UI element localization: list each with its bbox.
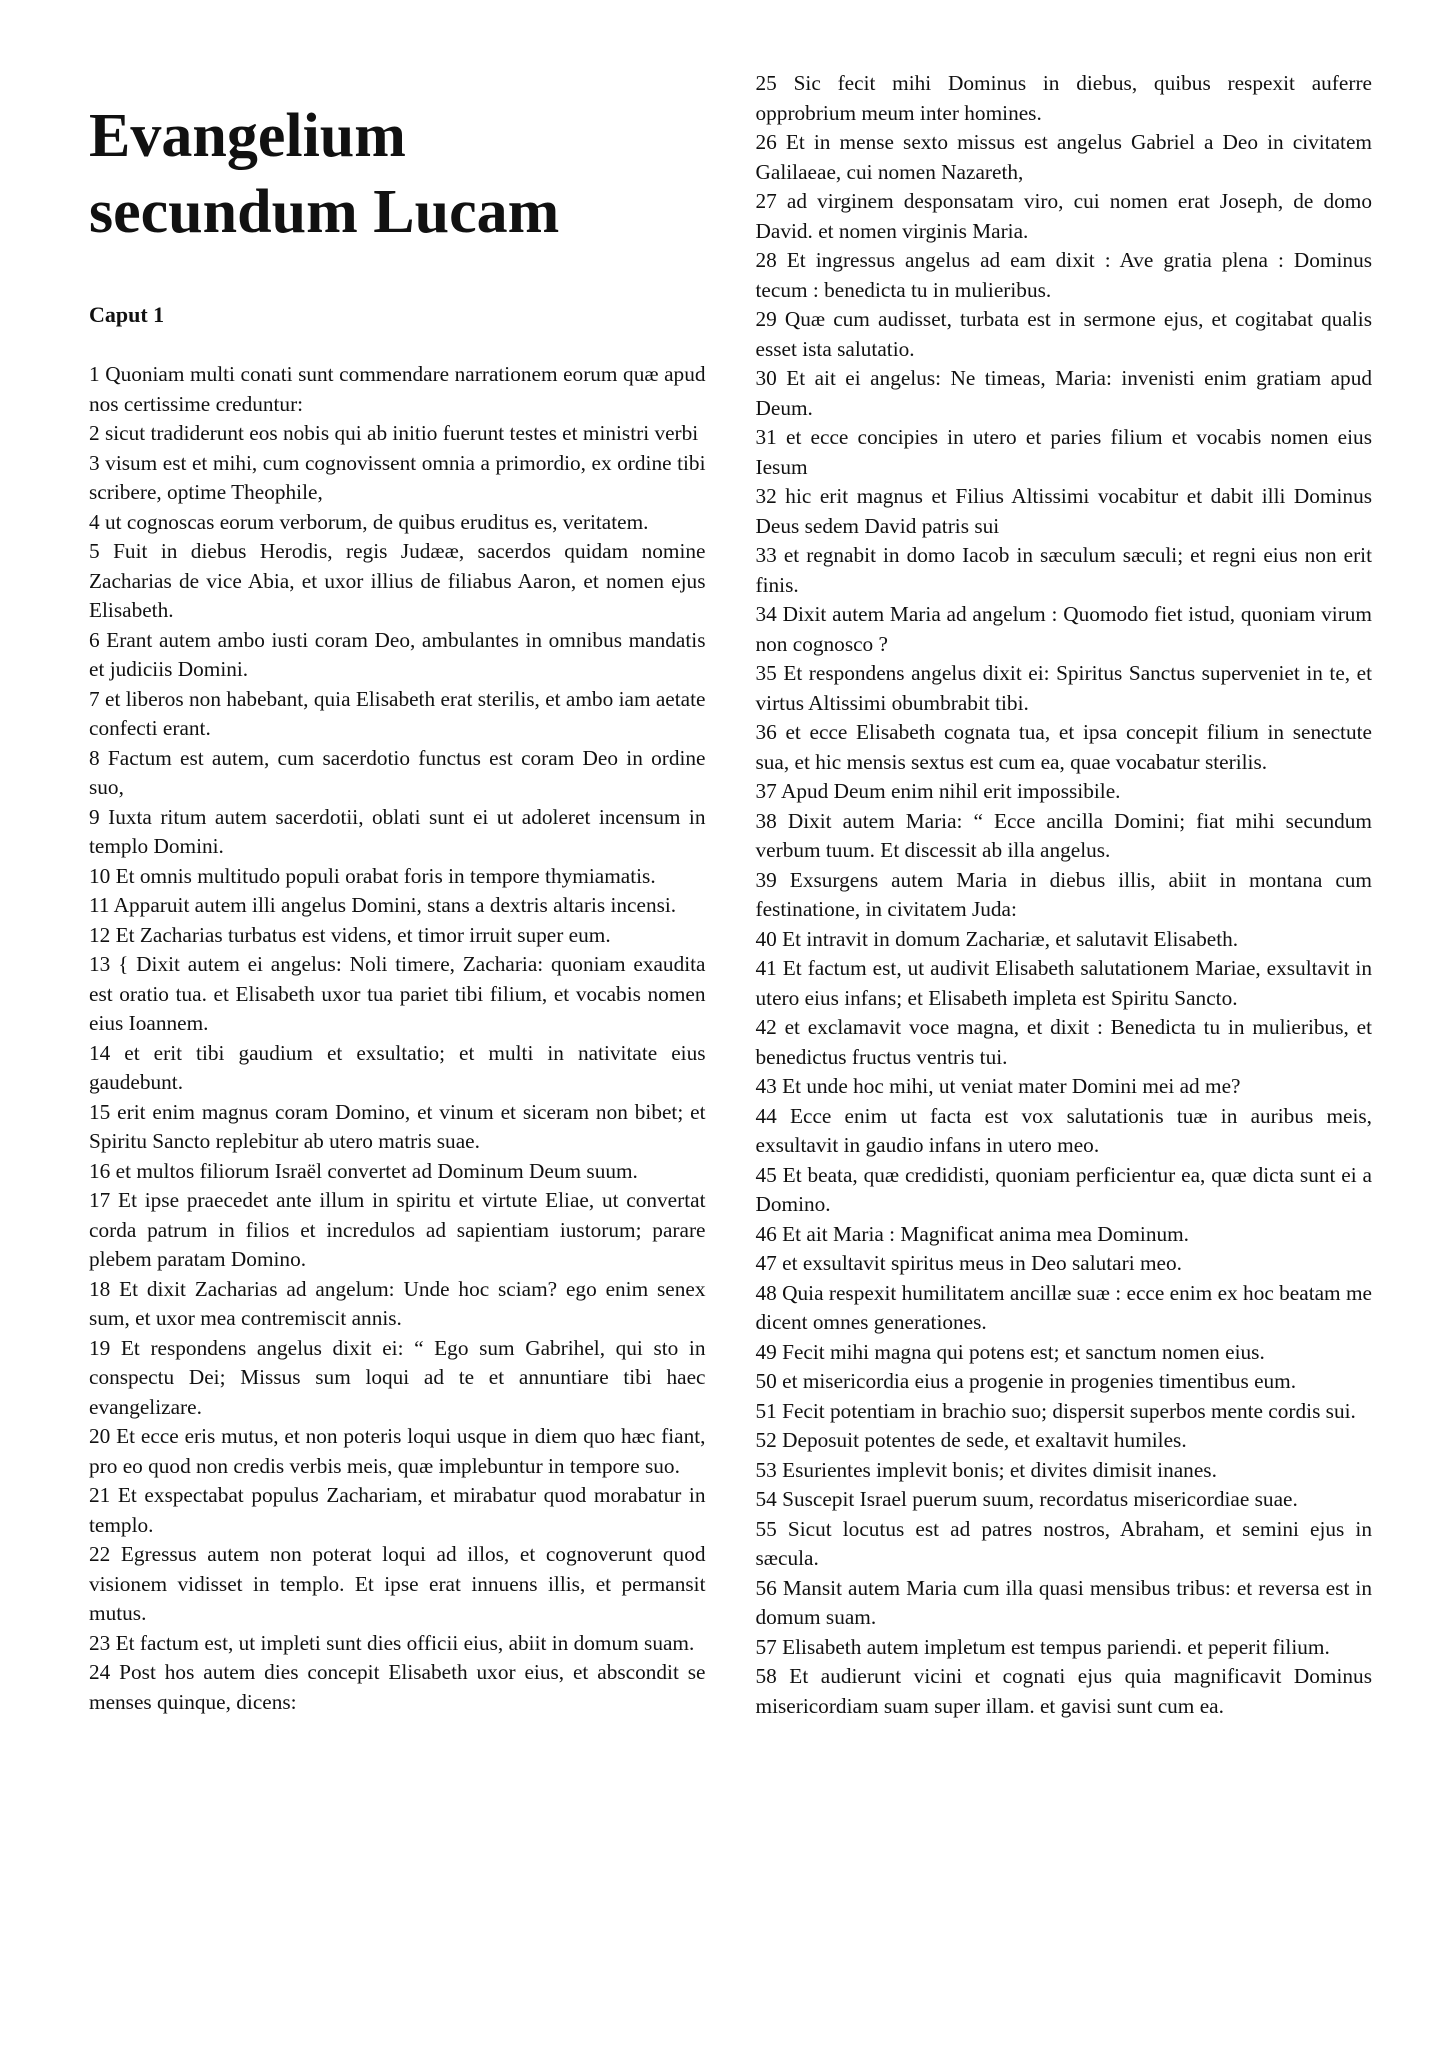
verse: 29 Quæ cum audisset, turbata est in sermone ejus, et cogitabat qualis esset ista salutatio. <box>755 307 1372 361</box>
verse: 13 { Dixit autem ei angelus: Noli timere, Zacharia: quoniam exaudita est oratio tua. et Elisabeth uxor tua pariet tibi filium, et vocabis nomen eius Ioannem. <box>89 952 706 1035</box>
verse: 24 Post hos autem dies concepit Elisabeth uxor eius, et abscondit se menses quinque, dicens: <box>89 1660 706 1714</box>
verse: 53 Esurientes implevit bonis; et divites dimisit inanes. <box>755 1457 1217 1482</box>
verse: 12 Et Zacharias turbatus est videns, et timor irruit super eum. <box>89 922 611 947</box>
verse: 34 Dixit autem Maria ad angelum : Quomodo fiet istud, quoniam virum non cognosco ? <box>755 602 1372 656</box>
chapter-heading: Caput 1 <box>89 302 165 327</box>
verse: 3 visum est et mihi, cum cognovissent omnia a primordio, ex ordine tibi scribere, optime Theophile, <box>89 450 706 504</box>
verse: 55 Sicut locutus est ad patres nostros, Abraham, et semini ejus in sæcula. <box>755 1516 1372 1570</box>
verse: 57 Elisabeth autem impletum est tempus pariendi. et peperit filium. <box>755 1634 1330 1659</box>
verse: 8 Factum est autem, cum sacerdotio functus est coram Deo in ordine suo, <box>89 745 706 799</box>
verse: 7 et liberos non habebant, quia Elisabeth erat sterilis, et ambo iam aetate confecti erant. <box>89 686 706 740</box>
verse: 52 Deposuit potentes de sede, et exaltavit humiles. <box>755 1428 1187 1452</box>
title-line-2: secundum Lucam <box>89 178 560 246</box>
left-verse-list <box>89 360 706 1717</box>
verse: 15 erit enim magnus coram Domino, et vinum et siceram non bibet; et Spiritu Sancto replebitur ab utero matris suae. <box>89 1099 706 1153</box>
verse: 18 Et dixit Zacharias ad angelum: Unde hoc sciam? ego enim senex sum, et uxor mea contremiscit annis. <box>89 1276 706 1330</box>
verse: 32 hic erit magnus et Filius Altissimi vocabitur et dabit illi Dominus Deus sedem David patris sui <box>755 484 1372 538</box>
verse: 38 Dixit autem Maria: “ Ecce ancilla Domini; fiat mihi secundum verbum tuum. Et discessit ab illa angelus. <box>755 808 1372 862</box>
verse: 27 ad virginem desponsatam viro, cui nomen erat Joseph, de domo David. et nomen virginis Maria. <box>755 189 1372 243</box>
verse: 19 Et respondens angelus dixit ei: “ Ego sum Gabrihel, qui sto in conspectu Dei; Missus sum loqui ad te et annuntiare tibi haec evangelizare. <box>89 1335 706 1419</box>
verse: 23 Et factum est, ut impleti sunt dies officii eius, abiit in domum suam. <box>89 1630 695 1655</box>
verse: 25 Sic fecit mihi Dominus in diebus, quibus respexit auferre opprobrium meum inter homines. <box>755 71 1372 125</box>
left-column <box>89 88 706 2048</box>
verse: 43 Et unde hoc mihi, ut veniat mater Domini mei ad me? <box>755 1074 1241 1098</box>
verse: 33 et regnabit in domo Iacob in sæculum sæculi; et regni eius non erit finis. <box>755 543 1372 597</box>
verse: 10 Et omnis multitudo populi orabat foris in tempore thymiamatis. <box>89 863 656 888</box>
verse: 56 Mansit autem Maria cum illa quasi mensibus tribus: et reversa est in domum suam. <box>755 1575 1372 1629</box>
verse: 30 Et ait ei angelus: Ne timeas, Maria: invenisti enim gratiam apud Deum. <box>755 366 1372 420</box>
verse: 17 Et ipse praecedet ante illum in spiritu et virtute Eliae, ut convertat corda patrum in filios et incredulos ad sapientiam iustorum; parare plebem paratam Domino. <box>89 1188 706 1271</box>
verse: 1 Quoniam multi conati sunt commendare narrationem eorum quæ apud nos certissime creduntur: <box>89 362 706 416</box>
verse: 21 Et exspectabat populus Zachariam, et mirabatur quod morabatur in templo. <box>89 1483 706 1537</box>
verse: 41 Et factum est, ut audivit Elisabeth salutationem Mariae, exsultavit in utero eius infans; et Elisabeth impleta est Spiritu Sancto. <box>755 956 1372 1010</box>
verse: 16 et multos filiorum Israël convertet ad Dominum Deum suum. <box>89 1158 638 1183</box>
verse: 54 Suscepit Israel puerum suum, recordatus misericordiae suae. <box>755 1487 1298 1511</box>
verse: 50 et misericordia eius a progenie in progenies timentibus eum. <box>755 1369 1297 1393</box>
verse: 26 Et in mense sexto missus est angelus Gabriel a Deo in civitatem Galilaeae, cui nomen Nazareth, <box>755 130 1372 184</box>
right-verse-list <box>756 69 1373 1721</box>
verse: 40 Et intravit in domum Zachariæ, et salutavit Elisabeth. <box>755 926 1239 951</box>
verse: 39 Exsurgens autem Maria in diebus illis, abiit in montana cum festinatione, in civitatem Juda: <box>755 867 1372 921</box>
verse: 14 et erit tibi gaudium et exsultatio; et multi in nativitate eius gaudebunt. <box>89 1040 706 1094</box>
verse: 28 Et ingressus angelus ad eam dixit : Ave gratia plena : Dominus tecum : benedicta tu in mulieribus. <box>755 248 1372 302</box>
verse: 48 Quia respexit humilitatem ancillæ suæ : ecce enim ex hoc beatam me dicent omnes generationes. <box>755 1280 1372 1334</box>
verse: 49 Fecit mihi magna qui potens est; et sanctum nomen eius. <box>755 1339 1265 1364</box>
verse: 51 Fecit potentiam in brachio suo; dispersit superbos mente cordis sui. <box>755 1398 1356 1423</box>
verse: 2 sicut tradiderunt eos nobis qui ab initio fuerunt testes et ministri verbi <box>89 421 699 445</box>
title-line-1: Evangelium <box>89 102 406 170</box>
right-column <box>755 71 1373 2048</box>
verse: 6 Erant autem ambo iusti coram Deo, ambulantes in omnibus mandatis et judiciis Domini. <box>89 627 706 681</box>
verse: 35 Et respondens angelus dixit ei: Spiritus Sanctus superveniet in te, et virtus Altissimi obumbrabit tibi. <box>755 661 1372 715</box>
verse: 9 Iuxta ritum autem sacerdotii, oblati sunt ei ut adoleret incensum in templo Domini. <box>89 804 706 858</box>
verse: 58 Et audierunt vicini et cognati ejus quia magnificavit Dominus misericordiam suam super illam. et gavisi sunt cum ea. <box>755 1664 1372 1718</box>
verse: 4 ut cognoscas eorum verborum, de quibus eruditus es, veritatem. <box>89 509 649 534</box>
verse: 45 Et beata, quæ credidisti, quoniam perficientur ea, quæ dicta sunt ei a Domino. <box>755 1162 1372 1216</box>
document-title <box>89 98 706 250</box>
verse: 31 et ecce concipies in utero et paries filium et vocabis nomen eius Iesum <box>755 425 1372 479</box>
verse: 44 Ecce enim ut facta est vox salutationis tuæ in auribus meis, exsultavit in gaudio infans in utero meo. <box>755 1103 1372 1157</box>
verse: 22 Egressus autem non poterat loqui ad illos, et cognoverunt quod visionem vidisset in templo. Et ipse erat innuens illis, et permansit mutus. <box>89 1542 706 1625</box>
verse: 37 Apud Deum enim nihil erit impossibile. <box>755 779 1121 803</box>
verse: 36 et ecce Elisabeth cognata tua, et ipsa concepit filium in senectute sua, et hic mensis sextus est cum ea, quae vocabatur sterilis. <box>755 720 1372 774</box>
verse: 11 Apparuit autem illi angelus Domini, stans a dextris altaris incensi. <box>89 893 677 917</box>
verse: 20 Et ecce eris mutus, et non poteris loqui usque in diem quo hæc fiant, pro eo quod non credis verbis meis, quæ implebuntur in tempore suo. <box>89 1424 706 1478</box>
verse: 46 Et ait Maria : Magnificat anima mea Dominum. <box>755 1221 1190 1246</box>
verse: 42 et exclamavit voce magna, et dixit : Benedicta tu in mulieribus, et benedictus fructus ventris tui. <box>755 1015 1372 1069</box>
verse: 5 Fuit in diebus Herodis, regis Judææ, sacerdos quidam nomine Zacharias de vice Abia, et uxor illius de filiabus Aaron, et nomen ejus Elisabeth. <box>89 539 706 622</box>
verse: 47 et exsultavit spiritus meus in Deo salutari meo. <box>755 1251 1182 1275</box>
